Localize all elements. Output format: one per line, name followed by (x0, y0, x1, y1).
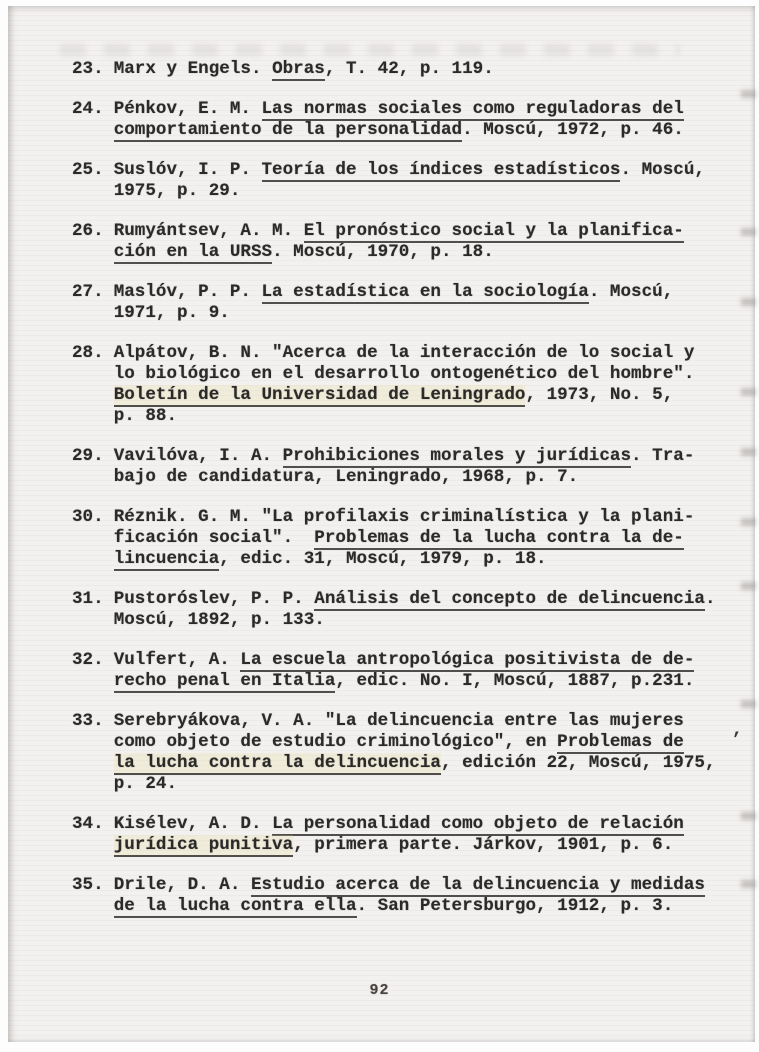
reference-text (114, 711, 751, 795)
text-segment: . Moscú, 1970, p. 18. (272, 242, 494, 262)
reference-line (114, 160, 751, 181)
reference-line (114, 732, 751, 753)
text-segment: Pustoróslev, P. P. (113, 589, 315, 609)
reference-list (72, 59, 751, 936)
underlined-title-segment: Las normas sociales como reguladoras del (261, 99, 684, 119)
underlined-title-segment: Problemas de la lucha contra la de- (314, 528, 684, 548)
page-number: 92 (369, 982, 390, 999)
reference-number: 28. (72, 343, 104, 363)
reference-line (114, 303, 751, 324)
reference-line (114, 99, 751, 120)
text-segment: Vulfert, A. (113, 650, 241, 670)
text-segment: 1971, p. 9. (113, 303, 230, 323)
underlined-title-segment: Boletín de la Universidad de Leningrado (113, 385, 526, 405)
underlined-title-segment: El pronóstico social y la planifica- (303, 221, 684, 241)
reference-text (114, 59, 751, 80)
reference-line (114, 242, 751, 263)
text-segment: Suslóv, I. P. (113, 160, 262, 180)
reference-entry (72, 160, 751, 202)
reference-line (114, 711, 751, 732)
text-segment: Maslóv, P. P. (113, 282, 262, 302)
reference-entry (72, 814, 751, 856)
reference-text (114, 282, 751, 324)
underlined-title-segment: la lucha contra la delincuencia (113, 753, 441, 773)
text-segment: Alpátov, B. N. "Acerca de la interacción de lo social y (113, 343, 695, 363)
reference-entry (72, 589, 751, 631)
reference-line (114, 610, 751, 631)
underlined-title-segment: lincuencia (113, 549, 220, 569)
underlined-title-segment: Teoría de los índices estadísticos (261, 160, 621, 180)
reference-line (114, 385, 751, 406)
reference-text (114, 875, 751, 917)
reference-entry (72, 507, 751, 570)
underlined-title-segment: jurídica punitiva (113, 835, 294, 855)
text-segment: , edic. No. I, Moscú, 1887, p.231. (335, 671, 695, 691)
reference-line (114, 814, 751, 835)
reference-line (114, 896, 751, 917)
reference-line (114, 774, 751, 795)
underlined-title-segment: Obras (272, 59, 325, 79)
reference-line (114, 446, 751, 467)
underlined-title-segment: Análisis del concepto de delincuencia (314, 589, 705, 609)
reference-text (114, 221, 751, 263)
text-segment: . Tra- (631, 446, 695, 466)
text-segment: como objeto de estudio criminológico", en (113, 732, 558, 752)
text-segment: , edic. 31, Moscú, 1979, p. 18. (219, 549, 547, 569)
underlined-title-segment: Prohibiciones morales y jurídicas (282, 446, 632, 466)
reference-entry (72, 875, 751, 917)
reference-line (114, 221, 751, 242)
reference-line (114, 753, 751, 774)
stray-mark: ’ (731, 731, 742, 751)
text-segment: Moscú, 1892, p. 133. (113, 610, 325, 630)
text-segment: Réznik. G. M. "La profilaxis criminalística y la plani- (113, 507, 695, 527)
reference-text (114, 814, 751, 856)
underlined-title-segment: de la lucha contra ella (113, 896, 357, 916)
reference-line (114, 671, 751, 692)
text-segment: Rumyántsev, A. M. (113, 221, 304, 241)
text-segment: p. 24. (113, 774, 178, 794)
text-segment: Drile, D. A. (113, 875, 251, 895)
reference-text (114, 446, 751, 488)
reference-number: 27. (72, 282, 104, 302)
text-segment: Marx y Engels. (113, 59, 273, 79)
scan-artifact (60, 44, 680, 56)
reference-line (114, 528, 751, 549)
text-segment: . Moscú, (620, 160, 705, 180)
reference-text (114, 650, 751, 692)
text-segment: p. 88. (113, 406, 178, 426)
reference-entry (72, 221, 751, 263)
reference-line (114, 59, 751, 80)
text-segment: . Moscú, (588, 282, 674, 302)
reference-number: 29. (72, 446, 104, 466)
text-segment: , edición 22, Moscú, 1975, (441, 753, 716, 773)
text-segment: . Moscú, 1972, p. 46. (462, 120, 684, 140)
reference-line (114, 282, 751, 303)
reference-entry (72, 446, 751, 488)
reference-line (114, 875, 751, 896)
underlined-title-segment: La personalidad como objeto de relación (272, 814, 684, 834)
reference-text (114, 99, 751, 141)
reference-line (114, 589, 751, 610)
reference-text (114, 589, 751, 631)
underlined-title-segment: Estudio acerca de la delincuencia y medidas (250, 875, 705, 895)
reference-number: 23. (72, 59, 104, 79)
reference-text (114, 507, 751, 570)
reference-text (114, 343, 751, 427)
reference-number: 34. (72, 814, 104, 834)
reference-line (114, 467, 751, 488)
text-segment: Vavilóva, I. A. (113, 446, 283, 466)
reference-text (114, 160, 751, 202)
reference-line (114, 343, 751, 364)
text-segment: 1975, p. 29. (113, 181, 241, 201)
text-segment: Pénkov, E. M. (113, 99, 262, 119)
underlined-title-segment: La estadística en la sociología (261, 282, 589, 302)
reference-entry (72, 99, 751, 141)
text-segment: Serebryákova, V. A. "La delincuencia entre las mujeres (113, 711, 684, 731)
reference-number: 25. (72, 160, 104, 180)
reference-number: 33. (72, 711, 104, 731)
reference-line (114, 181, 751, 202)
reference-number: 31. (72, 589, 104, 609)
text-segment: ficación social". (113, 528, 315, 548)
reference-number: 32. (72, 650, 104, 670)
reference-line (114, 549, 751, 570)
text-segment: , T. 42, p. 119. (324, 59, 494, 79)
reference-entry (72, 650, 751, 692)
reference-line (114, 650, 751, 671)
text-segment: . San Petersburgo, 1912, p. 3. (356, 896, 674, 916)
underlined-title-segment: recho penal en Italia (113, 671, 336, 691)
reference-number: 24. (72, 99, 104, 119)
reference-line (114, 364, 751, 385)
reference-line (114, 835, 751, 856)
reference-entry (72, 282, 751, 324)
reference-entry (72, 343, 751, 427)
reference-line (114, 507, 751, 528)
reference-number: 30. (72, 507, 104, 527)
reference-entry (72, 711, 751, 795)
text-segment: , primera parte. Járkov, 1901, p. 6. (293, 835, 674, 855)
text-segment: Kisélev, A. D. (113, 814, 273, 834)
text-segment: bajo de candidatura, Leningrado, 1968, p. 7. (113, 467, 579, 487)
text-segment: , 1973, No. 5, (525, 385, 674, 405)
reference-line (114, 406, 751, 427)
underlined-title-segment: La escuela antropológica positivista de de- (240, 650, 695, 670)
reference-number: 26. (72, 221, 104, 241)
reference-entry (72, 59, 751, 80)
underlined-title-segment: Problemas de (557, 732, 684, 752)
underlined-title-segment: ción en la URSS (113, 242, 273, 262)
text-segment: lo biológico en el desarrollo ontogenético del hombre". (113, 364, 695, 384)
text-segment: . (704, 589, 716, 609)
underlined-title-segment: comportamiento de la personalidad (113, 120, 463, 140)
reference-number: 35. (72, 875, 104, 895)
reference-line (114, 120, 751, 141)
